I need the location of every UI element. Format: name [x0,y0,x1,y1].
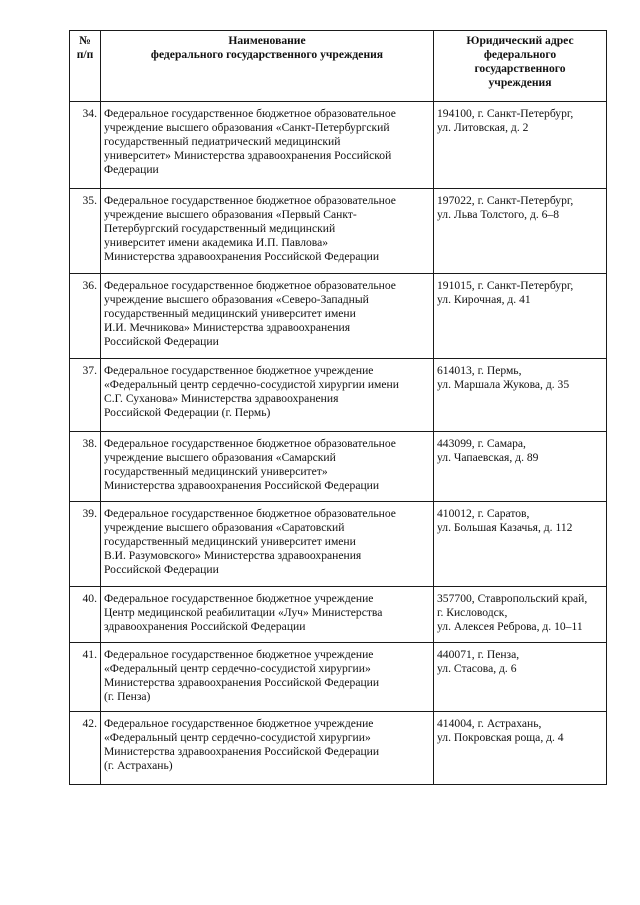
institution-name-line: Российской Федерации [104,563,219,576]
institution-name-line: В.И. Разумовского» Министерства здравоохранения [104,549,362,562]
institution-name-line: Министерства здравоохранения Российской Федерации [104,745,380,758]
institution-name-line: здравоохранения Российской Федерации [104,620,306,633]
header-address-line-3: государственного [474,62,566,75]
row-number: 42. [70,712,101,785]
legal-address-line: ул. Маршала Жукова, д. 35 [437,378,570,391]
institution-name-line: университет имени академика И.П. Павлова» [104,236,329,249]
institution-name-line: учреждение высшего образования «Самарский [104,451,336,464]
institution-name [101,102,434,189]
institution-name-line: Федеральное государственное бюджетное учреждение [104,364,374,377]
legal-address-line: ул. Покровская роща, д. 4 [437,731,564,744]
legal-address-line: ул. Стасова, д. 6 [437,662,517,675]
table-row [70,502,607,587]
institution-name-line: «Федеральный центр сердечно-сосудистой хирургии» [104,731,371,744]
institution-name [101,712,434,785]
institution-name-line: Российской Федерации [104,335,219,348]
institution-name-line: университет» Министерства здравоохранения Российской [104,149,392,162]
institution-name-line: «Федеральный центр сердечно-сосудистой хирургии» [104,662,371,675]
table-row [70,274,607,359]
legal-address-line: 357700, Ставропольский край, [437,592,588,605]
header-number-line-1: № [79,34,91,47]
legal-address-line: 440071, г. Пенза, [437,648,520,661]
institution-name-line: учреждение высшего образования «Первый Санкт- [104,208,357,221]
institution-name [101,359,434,432]
institution-name-line: (г. Пенза) [104,690,151,703]
table-header [70,31,607,102]
institution-name-line: Федеральное государственное бюджетное учреждение [104,648,374,661]
institution-name-line: С.Г. Суханова» Министерства здравоохранения [104,392,339,405]
institutions-table [69,30,607,785]
header-address-line-4: учреждения [488,76,552,89]
header-row [70,31,607,102]
institution-name-line: Федеральное государственное бюджетное образовательное [104,507,396,520]
institution-name-line: Министерства здравоохранения Российской Федерации [104,479,380,492]
row-number: 36. [70,274,101,359]
institution-name-line: государственный медицинский университет имени [104,307,356,320]
legal-address-line: ул. Большая Казачья, д. 112 [437,521,573,534]
institution-name-line: государственный медицинский университет имени [104,535,356,548]
institution-name-line: Федеральное государственное бюджетное образовательное [104,107,396,120]
header-name-line-1: Наименование [228,34,306,47]
institution-name-line: Министерства здравоохранения Российской Федерации [104,250,380,263]
legal-address [434,643,607,712]
header-name-line-2: федерального государственного учреждения [150,48,384,61]
table-row [70,712,607,785]
institution-name [101,432,434,502]
row-number: 41. [70,643,101,712]
row-number: 37. [70,359,101,432]
institution-name-line: Российской Федерации (г. Пермь) [104,406,271,419]
row-number: 35. [70,189,101,274]
table-row [70,643,607,712]
institution-name [101,502,434,587]
legal-address [434,502,607,587]
legal-address-line: 410012, г. Саратов, [437,507,530,520]
legal-address [434,274,607,359]
row-number: 39. [70,502,101,587]
header-number-line-2: п/п [76,48,94,61]
legal-address-line: 614013, г. Пермь, [437,364,522,377]
table-row [70,189,607,274]
institution-name-line: учреждение высшего образования «Северо-Западный [104,293,369,306]
institution-name [101,189,434,274]
header-number [70,31,101,102]
legal-address-line: 414004, г. Астрахань, [437,717,542,730]
header-address [434,31,607,102]
institution-name [101,587,434,643]
legal-address-line: ул. Алексея Реброва, д. 10–11 [437,620,583,633]
legal-address [434,712,607,785]
institution-name-line: Федеральное государственное бюджетное образовательное [104,279,396,292]
institution-name-line: Федерации [104,163,159,176]
legal-address [434,359,607,432]
legal-address-line: ул. Литовская, д. 2 [437,121,529,134]
table-row [70,359,607,432]
institution-name-line: Федеральное государственное бюджетное образовательное [104,437,396,450]
institution-name-line: государственный медицинский университет» [104,465,328,478]
legal-address-line: 443099, г. Самара, [437,437,526,450]
legal-address-line: ул. Льва Толстого, д. 6–8 [437,208,560,221]
table-row [70,102,607,189]
row-number: 34. [70,102,101,189]
header-name [101,31,434,102]
table-row [70,587,607,643]
institution-name-line: «Федеральный центр сердечно-сосудистой хирургии имени [104,378,399,391]
institution-name-line: учреждение высшего образования «Санкт-Петербургский [104,121,390,134]
institution-name-line: государственный педиатрический медицинский [104,135,341,148]
legal-address [434,102,607,189]
legal-address-line: 191015, г. Санкт-Петербург, [437,279,574,292]
institution-name-line: (г. Астрахань) [104,759,173,772]
row-number: 40. [70,587,101,643]
legal-address-line: 194100, г. Санкт-Петербург, [437,107,574,120]
institution-name-line: Министерства здравоохранения Российской Федерации [104,676,380,689]
row-number: 38. [70,432,101,502]
legal-address [434,587,607,643]
institution-name-line: Федеральное государственное бюджетное образовательное [104,194,396,207]
legal-address [434,432,607,502]
legal-address-line: г. Кисловодск, [437,606,508,619]
table-body [70,102,607,785]
legal-address [434,189,607,274]
institution-name [101,643,434,712]
legal-address-line: ул. Кирочная, д. 41 [437,293,531,306]
institution-name-line: Петербургский государственный медицинский [104,222,336,235]
institution-name-line: Центр медицинской реабилитации «Луч» Министерства [104,606,383,619]
institution-name-line: Федеральное государственное бюджетное учреждение [104,717,374,730]
institution-name [101,274,434,359]
legal-address-line: ул. Чапаевская, д. 89 [437,451,539,464]
table-row [70,432,607,502]
institution-name-line: учреждение высшего образования «Саратовский [104,521,345,534]
institution-name-line: И.И. Мечникова» Министерства здравоохранения [104,321,351,334]
header-address-line-2: федерального [483,48,557,61]
header-address-line-1: Юридический адрес [466,34,574,47]
institution-name-line: Федеральное государственное бюджетное учреждение [104,592,374,605]
legal-address-line: 197022, г. Санкт-Петербург, [437,194,574,207]
